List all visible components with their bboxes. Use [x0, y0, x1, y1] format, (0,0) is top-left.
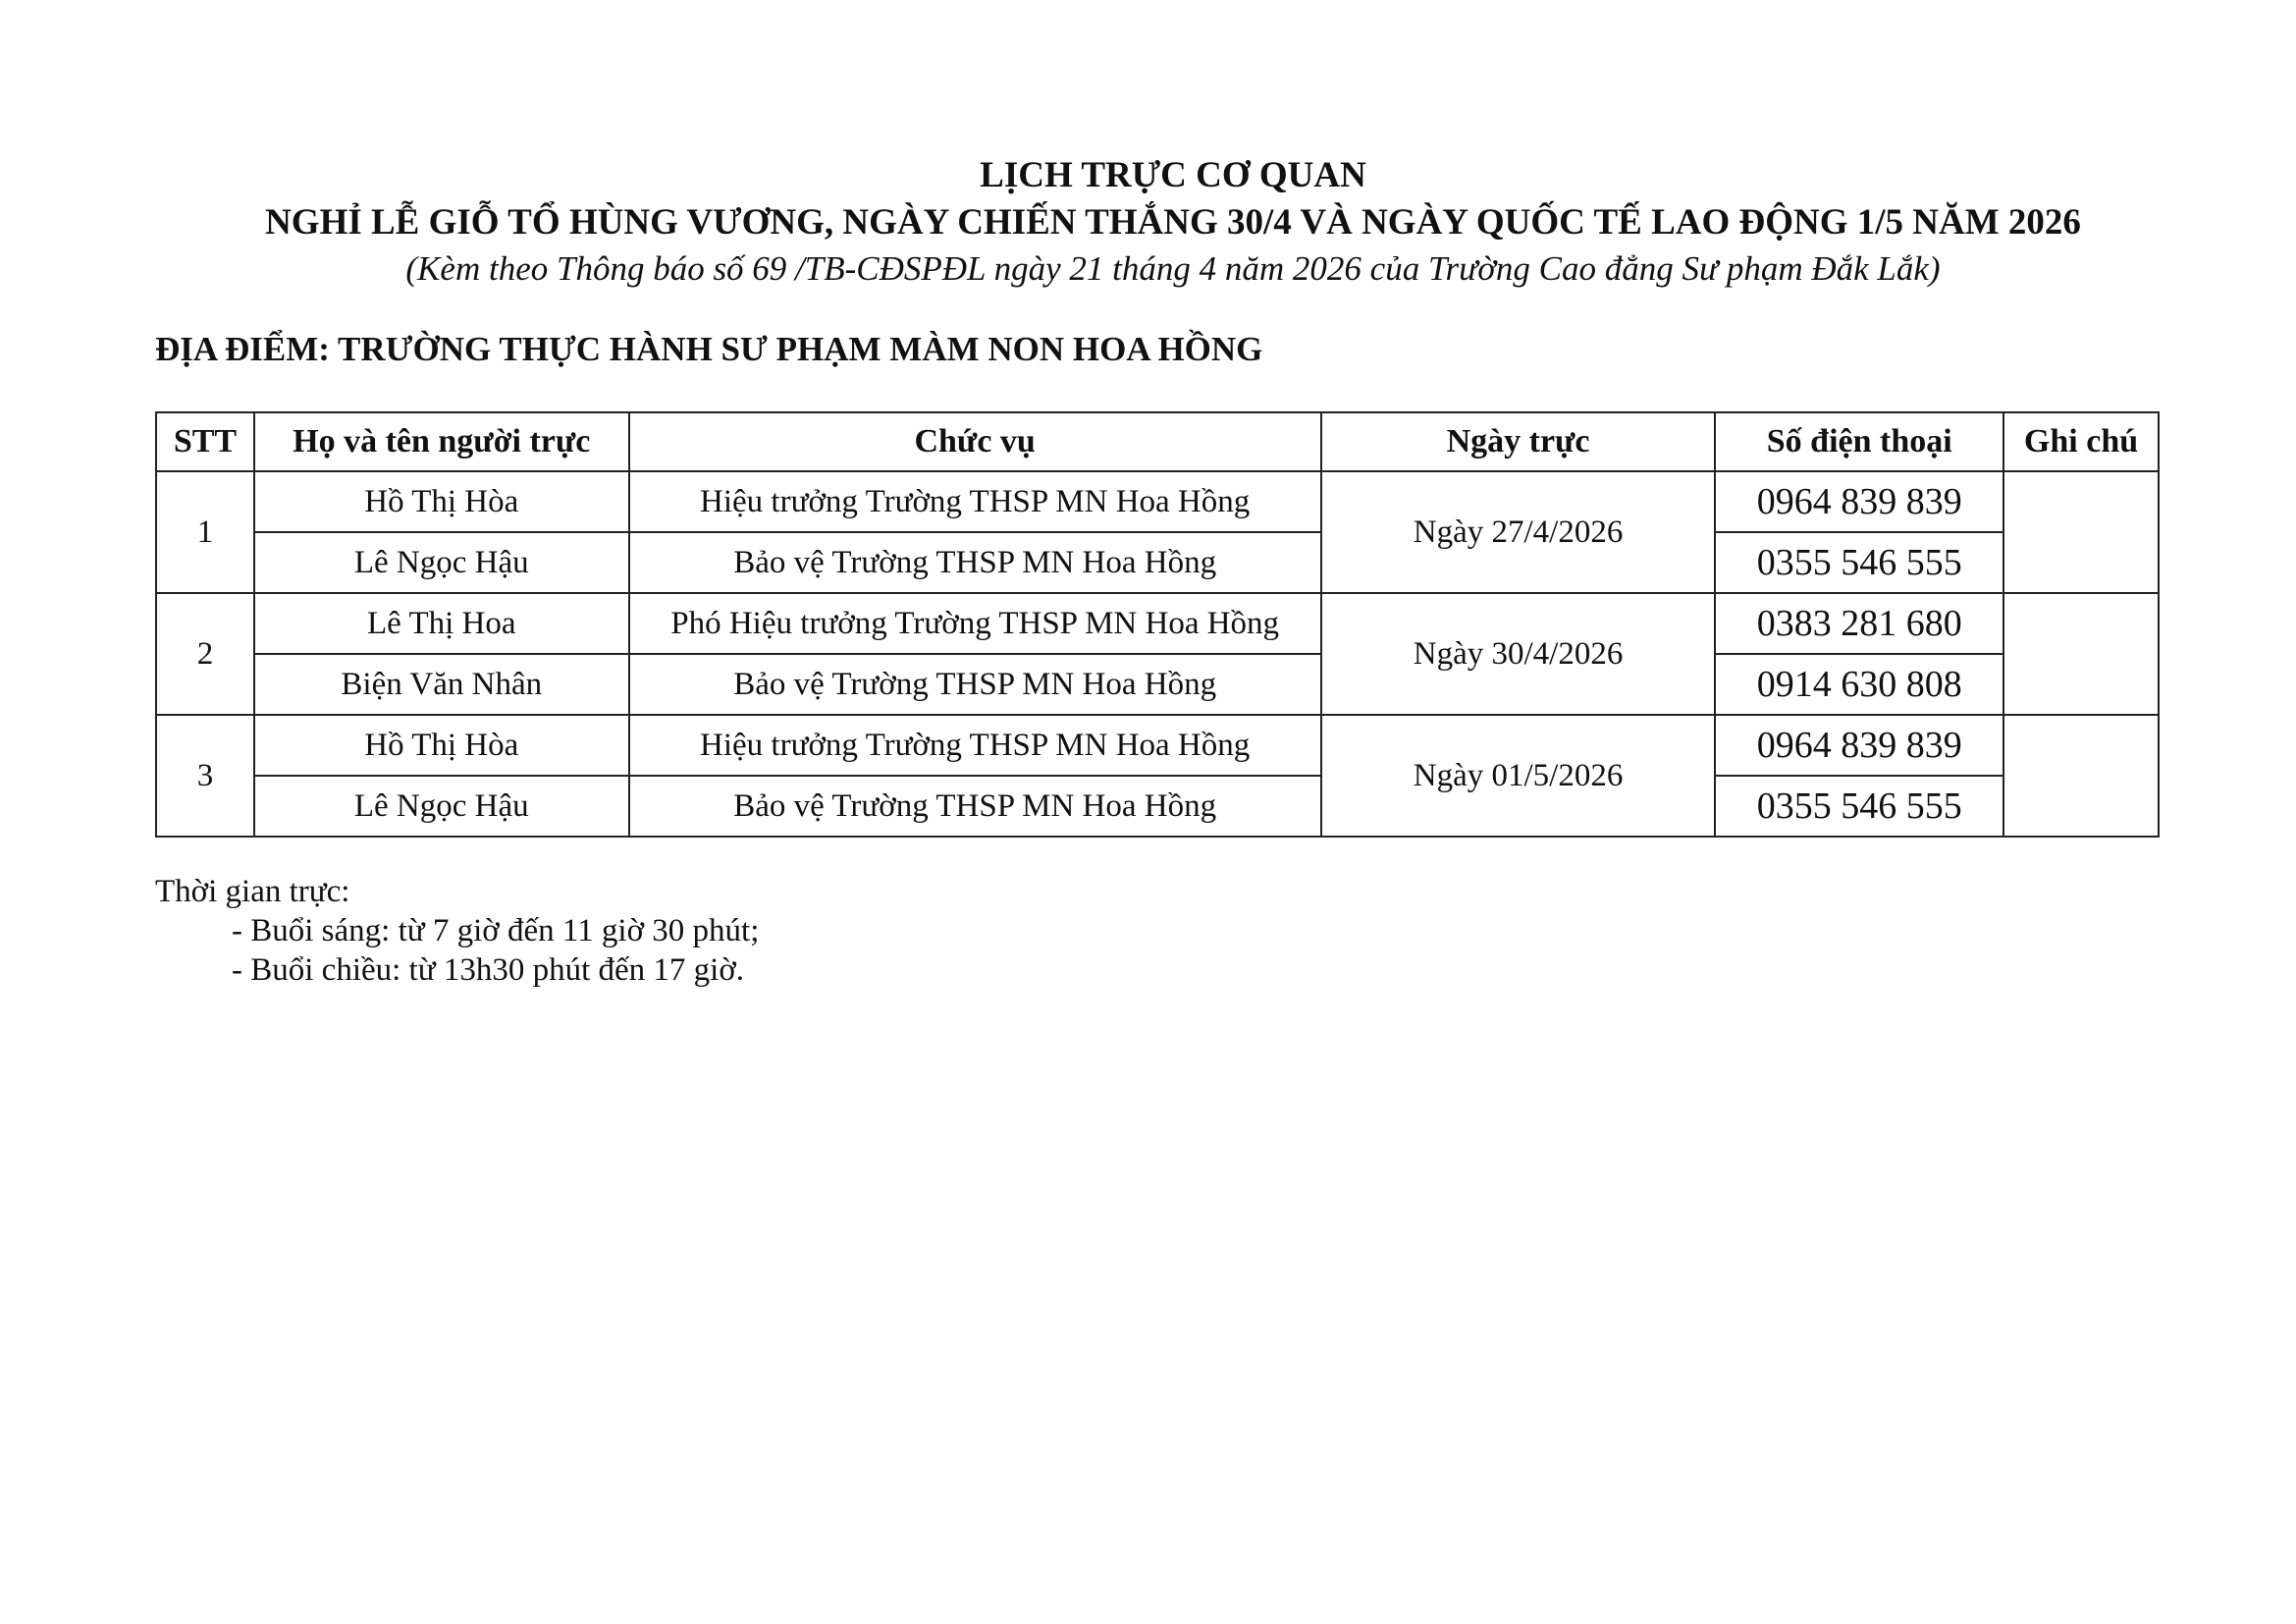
person-name: Lê Thị Hoa	[254, 593, 629, 654]
afternoon-hours: - Buổi chiều: từ 13h30 phút đến 17 giờ.	[232, 952, 745, 988]
row-stt: 2	[156, 593, 254, 715]
person-position: Phó Hiệu trưởng Trường THSP MN Hoa Hồng	[629, 593, 1321, 654]
row-note	[2003, 471, 2159, 593]
row-note	[2003, 593, 2159, 715]
person-position: Bảo vệ Trường THSP MN Hoa Hồng	[629, 654, 1321, 715]
duty-schedule-table	[155, 411, 2160, 838]
duty-date: Ngày 27/4/2026	[1321, 471, 1716, 593]
person-position: Hiệu trưởng Trường THSP MN Hoa Hồng	[629, 715, 1321, 776]
table-row	[156, 532, 2159, 593]
header-date: Ngày trực	[1321, 412, 1716, 471]
header-note: Ghi chú	[2003, 412, 2159, 471]
person-name: Lê Ngọc Hậu	[254, 776, 629, 837]
header-name: Họ và tên người trực	[254, 412, 629, 471]
header-phone: Số điện thoại	[1715, 412, 2003, 471]
duty-date: Ngày 30/4/2026	[1321, 593, 1716, 715]
person-phone: 0914 630 808	[1715, 654, 2003, 715]
page-title: LỊCH TRỰC CƠ QUAN	[980, 155, 1366, 195]
table-row	[156, 654, 2159, 715]
person-phone: 0383 281 680	[1715, 593, 2003, 654]
table-row	[156, 593, 2159, 654]
header-stt: STT	[156, 412, 254, 471]
person-position: Bảo vệ Trường THSP MN Hoa Hồng	[629, 776, 1321, 837]
person-phone: 0355 546 555	[1715, 776, 2003, 837]
person-phone: 0964 839 839	[1715, 715, 2003, 776]
table-row	[156, 715, 2159, 776]
person-name: Lê Ngọc Hậu	[254, 532, 629, 593]
morning-hours: - Buổi sáng: từ 7 giờ đến 11 giờ 30 phút;	[232, 913, 760, 948]
person-position: Hiệu trưởng Trường THSP MN Hoa Hồng	[629, 471, 1321, 532]
person-phone: 0964 839 839	[1715, 471, 2003, 532]
person-name: Hồ Thị Hòa	[254, 471, 629, 532]
location-heading: ĐỊA ĐIỂM: TRƯỜNG THỰC HÀNH SƯ PHẠM MÀM NON HOA HỒNG	[155, 330, 1263, 368]
table-row	[156, 471, 2159, 532]
reference-note: (Kèm theo Thông báo số 69 /TB-CĐSPĐL ngày 21 tháng 4 năm 2026 của Trường Cao đẳng Sư phạm Đắk Lắk)	[405, 249, 1941, 288]
person-name: Hồ Thị Hòa	[254, 715, 629, 776]
header-position: Chức vụ	[629, 412, 1321, 471]
document-header	[147, 152, 2199, 292]
duty-date: Ngày 01/5/2026	[1321, 715, 1716, 837]
duty-hours-notes	[155, 872, 759, 990]
table-row	[156, 776, 2159, 837]
row-stt: 1	[156, 471, 254, 593]
page-subtitle: NGHỈ LỄ GIỖ TỔ HÙNG VƯƠNG, NGÀY CHIẾN THẮNG 30/4 VÀ NGÀY QUỐC TẾ LAO ĐỘNG 1/5 NĂM 2026	[265, 202, 2081, 243]
row-stt: 3	[156, 715, 254, 837]
person-name: Biện Văn Nhân	[254, 654, 629, 715]
person-phone: 0355 546 555	[1715, 532, 2003, 593]
table-header-row	[156, 412, 2159, 471]
person-position: Bảo vệ Trường THSP MN Hoa Hồng	[629, 532, 1321, 593]
notes-heading: Thời gian trực:	[155, 874, 350, 909]
row-note	[2003, 715, 2159, 837]
